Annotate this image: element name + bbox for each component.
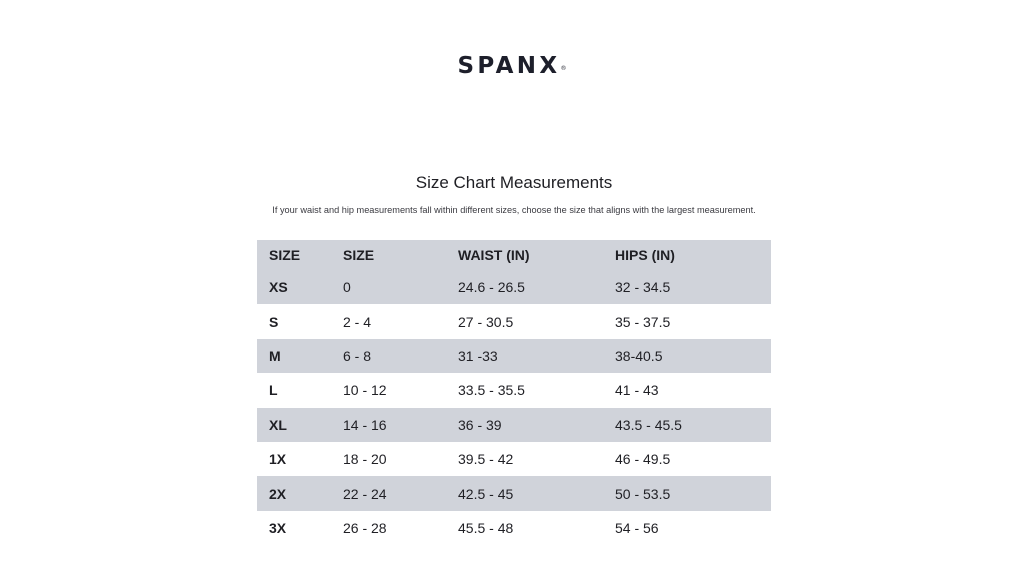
cell-size-letter: 1X (269, 451, 287, 468)
page-subtitle: If your waist and hip measurements fall within different sizes, choose the size that aligns with the largest measurement. (272, 205, 756, 215)
table-row (257, 270, 771, 304)
table-row (257, 408, 771, 442)
cell-size-letter: 2X (269, 485, 287, 502)
cell-size-letter: S (269, 313, 279, 330)
cell-size-number: 14 - 16 (343, 416, 387, 433)
table-row (257, 304, 771, 338)
cell-hips: 32 - 34.5 (615, 279, 671, 296)
cell-waist: 42.5 - 45 (458, 485, 514, 502)
cell-size-number: 18 - 20 (343, 451, 387, 468)
cell-size-number: 22 - 24 (343, 485, 387, 502)
cell-size-number: 10 - 12 (343, 382, 387, 399)
cell-hips: 38-40.5 (615, 347, 663, 364)
page-title: Size Chart Measurements (415, 173, 613, 192)
header-waist: WAIST (IN) (458, 247, 530, 263)
cell-hips: 50 - 53.5 (615, 485, 671, 502)
cell-hips: 46 - 49.5 (615, 451, 671, 468)
table-row (257, 373, 771, 407)
brand-logo (0, 50, 1024, 82)
size-chart-table (257, 240, 771, 545)
table-row (257, 476, 771, 510)
cell-waist: 31 -33 (458, 347, 498, 364)
table-header-row (257, 240, 771, 270)
trademark-mark: ® (560, 65, 567, 72)
cell-waist: 27 - 30.5 (458, 313, 514, 330)
cell-size-number: 2 - 4 (343, 313, 372, 330)
logo-text: SPANX (457, 53, 561, 79)
cell-waist: 33.5 - 35.5 (458, 382, 525, 399)
cell-hips: 35 - 37.5 (615, 313, 671, 330)
cell-hips: 54 - 56 (615, 519, 659, 536)
cell-waist: 39.5 - 42 (458, 451, 514, 468)
cell-hips: 41 - 43 (615, 382, 659, 399)
cell-size-letter: 3X (269, 519, 287, 536)
cell-waist: 45.5 - 48 (458, 519, 514, 536)
cell-hips: 43.5 - 45.5 (615, 416, 682, 433)
cell-waist: 24.6 - 26.5 (458, 279, 525, 296)
header-size-number: SIZE (343, 247, 375, 263)
cell-size-letter: M (269, 347, 281, 364)
cell-waist: 36 - 39 (458, 416, 502, 433)
cell-size-letter: XL (269, 416, 287, 433)
cell-size-number: 0 (343, 279, 351, 296)
table-row (257, 511, 771, 545)
cell-size-letter: L (269, 382, 278, 399)
cell-size-number: 26 - 28 (343, 519, 387, 536)
header-size-letter: SIZE (269, 247, 301, 263)
header-hips: HIPS (IN) (615, 247, 675, 263)
table-row (257, 442, 771, 476)
table-row (257, 339, 771, 373)
cell-size-letter: XS (269, 279, 288, 296)
cell-size-number: 6 - 8 (343, 347, 372, 364)
